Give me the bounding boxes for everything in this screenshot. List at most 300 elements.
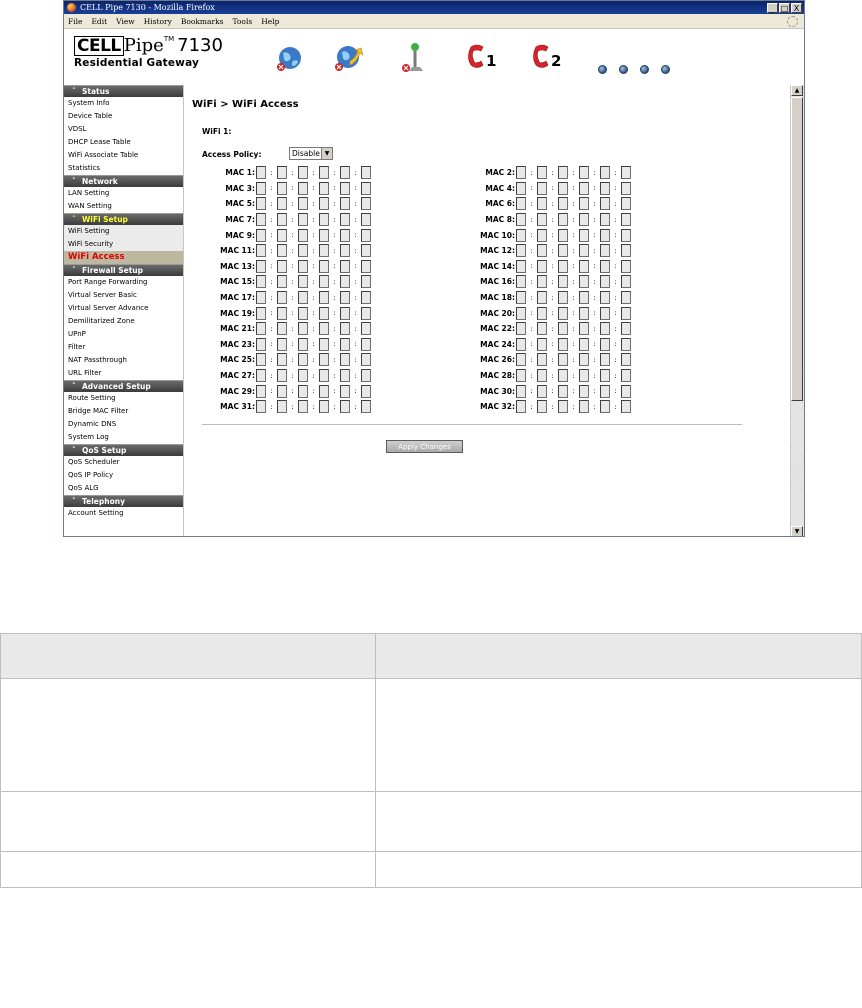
mac-octet-input[interactable] (277, 322, 287, 335)
window-title: CELL Pipe 7130 - Mozilla Firefox (80, 3, 215, 12)
mac-colon: : (333, 277, 336, 286)
mac-colon: : (270, 340, 273, 349)
mac-octet-input[interactable] (319, 213, 329, 226)
mac-octet-input[interactable] (516, 385, 526, 398)
sidebar-item-qos-alg[interactable]: QoS ALG (68, 484, 99, 492)
mac-octet-input[interactable] (516, 353, 526, 366)
mac-octet-input[interactable] (516, 213, 526, 226)
sidebar-item-upnp[interactable]: UPnP (68, 330, 86, 338)
mac-colon: : (291, 355, 294, 364)
section-wifi-setup[interactable]: ˄ WiFi Setup (64, 213, 183, 225)
mac-octet-input[interactable] (537, 166, 547, 179)
mac-octet-input[interactable] (298, 400, 308, 413)
mac-octet-input[interactable] (298, 275, 308, 288)
sidebar-item-virtual-server-advance[interactable]: Virtual Server Advance (68, 304, 149, 312)
mac-octet-input[interactable] (277, 338, 287, 351)
sidebar-item-account-setting[interactable]: Account Setting (68, 509, 124, 517)
mac-colon: : (354, 340, 357, 349)
sidebar-item-bridge-mac-filter[interactable]: Bridge MAC Filter (68, 407, 129, 415)
mac-octet-input[interactable] (516, 182, 526, 195)
mac-octet-input[interactable] (558, 275, 568, 288)
mac-octet-input[interactable] (256, 260, 266, 273)
mac-octet-input[interactable] (319, 322, 329, 335)
mac-octet-input[interactable] (256, 291, 266, 304)
sidebar-item-vdsl[interactable]: VDSL (68, 125, 87, 133)
mac-octet-input[interactable] (340, 338, 350, 351)
chevron-up-icon: ˄ (72, 497, 76, 505)
mac-octet-input[interactable] (516, 166, 526, 179)
mac-octet-input[interactable] (558, 197, 568, 210)
phone-line-2-icon (532, 43, 552, 69)
close-button[interactable]: X (791, 3, 802, 13)
mac-colon: : (291, 262, 294, 271)
mac-octet-input[interactable] (621, 275, 631, 288)
mac-label: MAC 24: (480, 339, 515, 349)
mac-octet-input[interactable] (558, 244, 568, 257)
mac-octet-input[interactable] (298, 338, 308, 351)
mac-octet-input[interactable] (277, 291, 287, 304)
mac-octet-input[interactable] (277, 229, 287, 242)
mac-octet-input[interactable] (319, 385, 329, 398)
sidebar-item-route-setting[interactable]: Route Setting (68, 394, 116, 402)
mac-octet-input[interactable] (277, 182, 287, 195)
mac-octet-input[interactable] (516, 338, 526, 351)
mac-octet-input[interactable] (340, 291, 350, 304)
mac-colon: : (270, 262, 273, 271)
sidebar-item-device-table[interactable]: Device Table (68, 112, 113, 120)
mac-octet-input[interactable] (277, 400, 287, 413)
mac-octet-input[interactable] (361, 229, 371, 242)
mac-octet-input[interactable] (600, 307, 610, 320)
mac-octet-input[interactable] (361, 322, 371, 335)
mac-colon: : (572, 293, 575, 302)
mac-octet-input[interactable] (516, 322, 526, 335)
mac-octet-input[interactable] (537, 291, 547, 304)
mac-octet-input[interactable] (600, 338, 610, 351)
mac-octet-input[interactable] (319, 197, 329, 210)
mac-octet-input[interactable] (621, 400, 631, 413)
mac-octet-input[interactable] (537, 197, 547, 210)
mac-octet-input[interactable] (319, 166, 329, 179)
menu-edit[interactable]: Edit (91, 16, 108, 26)
mac-octet-input[interactable] (621, 369, 631, 382)
sidebar-item-demilitarized-zone[interactable]: Demilitarized Zone (68, 317, 135, 325)
mac-octet-input[interactable] (558, 400, 568, 413)
mac-octet-input[interactable] (319, 275, 329, 288)
mac-colon: : (593, 199, 596, 208)
sidebar-item-virtual-server-basic[interactable]: Virtual Server Basic (68, 291, 137, 299)
mac-octet-input[interactable] (298, 307, 308, 320)
mac-octet-input[interactable] (256, 338, 266, 351)
mac-octet-input[interactable] (319, 244, 329, 257)
mac-octet-input[interactable] (579, 338, 589, 351)
mac-octet-input[interactable] (537, 260, 547, 273)
mac-colon: : (551, 402, 554, 411)
table-cell (1, 792, 376, 852)
menu-bookmarks[interactable]: Bookmarks (180, 16, 224, 26)
mac-octet-input[interactable] (319, 307, 329, 320)
mac-octet-input[interactable] (579, 229, 589, 242)
mac-octet-input[interactable] (600, 322, 610, 335)
menu-view[interactable]: View (116, 16, 135, 26)
access-policy-select[interactable] (289, 147, 333, 160)
sidebar-item-wan-setting[interactable]: WAN Setting (68, 202, 112, 210)
mac-octet-input[interactable] (277, 213, 287, 226)
mac-octet-input[interactable] (340, 260, 350, 273)
mac-octet-input[interactable] (361, 260, 371, 273)
mac-octet-input[interactable] (516, 260, 526, 273)
mac-octet-input[interactable] (340, 353, 350, 366)
mac-octet-input[interactable] (516, 400, 526, 413)
mac-octet-input[interactable] (361, 353, 371, 366)
mac-octet-input[interactable] (537, 385, 547, 398)
mac-octet-input[interactable] (298, 322, 308, 335)
vertical-scrollbar[interactable] (790, 85, 804, 537)
section-status[interactable]: ˄ Status (64, 85, 183, 97)
menu-file[interactable]: File (68, 16, 83, 26)
mac-colon: : (333, 324, 336, 333)
sidebar-item-port-range-forwarding[interactable]: Port Range Forwarding (68, 278, 148, 286)
menu-tools[interactable]: Tools (232, 16, 253, 26)
mac-octet-input[interactable] (516, 229, 526, 242)
mac-octet-input[interactable] (537, 307, 547, 320)
mac-octet-input[interactable] (600, 353, 610, 366)
mac-row (216, 305, 371, 321)
menu-help[interactable]: Help (261, 16, 280, 26)
mac-octet-input[interactable] (256, 353, 266, 366)
scroll-up-button[interactable]: ▲ (791, 85, 803, 96)
mac-octet-input[interactable] (621, 307, 631, 320)
mac-octet-input[interactable] (298, 166, 308, 179)
mac-octet-input[interactable] (277, 385, 287, 398)
mac-octet-input[interactable] (600, 166, 610, 179)
main-content (184, 85, 790, 537)
table-cell (1, 679, 376, 792)
device-header (64, 29, 804, 87)
mac-octet-input[interactable] (537, 369, 547, 382)
mac-octet-input[interactable] (600, 385, 610, 398)
mac-octet-input[interactable] (277, 353, 287, 366)
mac-row (476, 243, 631, 259)
mac-colon: : (312, 168, 315, 177)
mac-octet-input[interactable] (621, 291, 631, 304)
mac-octet-input[interactable] (579, 213, 589, 226)
apply-changes-button[interactable]: Apply Changes (386, 440, 463, 453)
mac-octet-input[interactable] (319, 400, 329, 413)
mac-octet-input[interactable] (621, 385, 631, 398)
scroll-down-button[interactable]: ▼ (791, 526, 803, 537)
mac-octet-input[interactable] (600, 400, 610, 413)
mac-label: MAC 4: (485, 183, 515, 193)
mac-colon: : (614, 246, 617, 255)
mac-octet-input[interactable] (256, 213, 266, 226)
mac-octet-input[interactable] (256, 400, 266, 413)
mac-octet-input[interactable] (277, 275, 287, 288)
sidebar-item-url-filter[interactable]: URL Filter (68, 369, 102, 377)
mac-octet-input[interactable] (340, 369, 350, 382)
mac-octet-input[interactable] (319, 260, 329, 273)
scroll-thumb[interactable] (791, 97, 803, 401)
mac-octet-input[interactable] (621, 260, 631, 273)
mac-octet-input[interactable] (361, 385, 371, 398)
mac-octet-input[interactable] (600, 369, 610, 382)
mac-octet-input[interactable] (558, 369, 568, 382)
mac-octet-input[interactable] (579, 291, 589, 304)
mac-colon: : (593, 387, 596, 396)
mac-octet-input[interactable] (319, 291, 329, 304)
mac-octet-input[interactable] (256, 166, 266, 179)
mac-octet-input[interactable] (558, 322, 568, 335)
mac-octet-input[interactable] (361, 213, 371, 226)
sidebar-item-system-info[interactable]: System Info (68, 99, 110, 107)
mac-octet-input[interactable] (256, 244, 266, 257)
mac-octet-input[interactable] (579, 307, 589, 320)
mac-octet-input[interactable] (537, 400, 547, 413)
mac-octet-input[interactable] (298, 260, 308, 273)
mac-octet-input[interactable] (340, 275, 350, 288)
mac-octet-input[interactable] (340, 322, 350, 335)
mac-colon: : (551, 246, 554, 255)
mac-octet-input[interactable] (256, 275, 266, 288)
maximize-button[interactable]: □ (780, 3, 789, 13)
mac-octet-input[interactable] (361, 307, 371, 320)
mac-octet-input[interactable] (277, 166, 287, 179)
mac-octet-input[interactable] (298, 197, 308, 210)
mac-octet-input[interactable] (600, 182, 610, 195)
mac-colon: : (572, 184, 575, 193)
sidebar-item-lan-setting[interactable]: LAN Setting (68, 189, 110, 197)
mac-octet-input[interactable] (516, 369, 526, 382)
mac-row (216, 352, 371, 368)
mac-octet-input[interactable] (340, 182, 350, 195)
mac-octet-input[interactable] (579, 353, 589, 366)
mac-octet-input[interactable] (579, 385, 589, 398)
section-network[interactable]: ˄ Network (64, 175, 183, 187)
mac-octet-input[interactable] (340, 213, 350, 226)
mac-octet-input[interactable] (298, 213, 308, 226)
mac-colon: : (354, 324, 357, 333)
mac-octet-input[interactable] (256, 385, 266, 398)
sidebar-item-nat-passthrough[interactable]: NAT Passthrough (68, 356, 127, 364)
table-header-cell (376, 634, 862, 679)
mac-octet-input[interactable] (516, 275, 526, 288)
mac-octet-input[interactable] (537, 244, 547, 257)
mac-octet-input[interactable] (340, 385, 350, 398)
mac-colon: : (530, 231, 533, 240)
sidebar-item-qos-ip-policy[interactable]: QoS IP Policy (68, 471, 114, 479)
section-advanced-setup[interactable]: ˄ Advanced Setup (64, 380, 183, 392)
mac-octet-input[interactable] (256, 229, 266, 242)
mac-colon: : (614, 199, 617, 208)
mac-octet-input[interactable] (558, 291, 568, 304)
mac-colon: : (530, 277, 533, 286)
mac-octet-input[interactable] (298, 291, 308, 304)
mac-octet-input[interactable] (537, 213, 547, 226)
mac-octet-input[interactable] (361, 166, 371, 179)
sidebar-item-statistics[interactable]: Statistics (68, 164, 100, 172)
mac-octet-input[interactable] (516, 307, 526, 320)
mac-octet-input[interactable] (600, 275, 610, 288)
mac-octet-input[interactable] (579, 275, 589, 288)
mac-colon: : (614, 184, 617, 193)
mac-octet-input[interactable] (361, 400, 371, 413)
mac-colon: : (291, 402, 294, 411)
mac-colon: : (551, 262, 554, 271)
mac-octet-input[interactable] (256, 322, 266, 335)
section-telephony[interactable]: ˄ Telephony (64, 495, 183, 507)
sidebar-item-dhcp-lease-table[interactable]: DHCP Lease Table (68, 138, 131, 146)
menu-history[interactable]: History (143, 16, 172, 26)
mac-octet-input[interactable] (558, 338, 568, 351)
mac-octet-input[interactable] (621, 229, 631, 242)
mac-octet-input[interactable] (298, 369, 308, 382)
mac-octet-input[interactable] (319, 229, 329, 242)
mac-row (476, 212, 631, 228)
mac-octet-input[interactable] (621, 182, 631, 195)
sidebar-item-filter[interactable]: Filter (68, 343, 86, 351)
mac-octet-input[interactable] (621, 338, 631, 351)
mac-octet-input[interactable] (537, 182, 547, 195)
mac-colon: : (614, 215, 617, 224)
mac-octet-input[interactable] (600, 197, 610, 210)
sidebar-item-wifi-associate-table[interactable]: WiFi Associate Table (68, 151, 139, 159)
mac-octet-input[interactable] (298, 385, 308, 398)
sidebar-item-system-log[interactable]: System Log (68, 433, 109, 441)
wifi-label: WiFi 1: (202, 127, 232, 136)
mac-octet-input[interactable] (298, 182, 308, 195)
mac-octet-input[interactable] (621, 213, 631, 226)
mac-octet-input[interactable] (558, 260, 568, 273)
mac-octet-input[interactable] (361, 369, 371, 382)
mac-octet-input[interactable] (579, 260, 589, 273)
sidebar-item-wifi-security[interactable]: WiFi Security (68, 240, 114, 248)
sidebar-item-qos-scheduler[interactable]: QoS Scheduler (68, 458, 120, 466)
minimize-button[interactable]: _ (767, 3, 778, 13)
mac-octet-input[interactable] (537, 353, 547, 366)
mac-octet-input[interactable] (277, 197, 287, 210)
mac-octet-input[interactable] (277, 369, 287, 382)
mac-octet-input[interactable] (600, 213, 610, 226)
mac-octet-input[interactable] (298, 244, 308, 257)
divider (202, 424, 742, 426)
mac-octet-input[interactable] (277, 260, 287, 273)
mac-octet-input[interactable] (298, 353, 308, 366)
mac-octet-input[interactable] (621, 166, 631, 179)
chevron-up-icon: ˄ (72, 446, 76, 454)
sidebar-item-dynamic-dns[interactable]: Dynamic DNS (68, 420, 117, 428)
mac-octet-input[interactable] (319, 369, 329, 382)
mac-octet-input[interactable] (516, 291, 526, 304)
mac-octet-input[interactable] (361, 197, 371, 210)
mac-colon: : (614, 387, 617, 396)
mac-octet-input[interactable] (319, 182, 329, 195)
mac-colon: : (614, 340, 617, 349)
mac-octet-input[interactable] (277, 307, 287, 320)
mac-octet-input[interactable] (340, 197, 350, 210)
mac-label: MAC 31: (220, 402, 255, 412)
mac-octet-input[interactable] (600, 260, 610, 273)
sidebar-item-wifi-access[interactable]: WiFi Access (64, 251, 183, 264)
mac-octet-input[interactable] (600, 229, 610, 242)
mac-octet-input[interactable] (516, 244, 526, 257)
mac-row (216, 212, 371, 228)
mac-octet-input[interactable] (340, 166, 350, 179)
mac-colon: : (593, 402, 596, 411)
mac-octet-input[interactable] (256, 369, 266, 382)
mac-colon: : (551, 184, 554, 193)
mac-octet-input[interactable] (340, 244, 350, 257)
sidebar-item-wifi-setting[interactable]: WiFi Setting (68, 227, 110, 235)
mac-octet-input[interactable] (256, 197, 266, 210)
mac-octet-input[interactable] (340, 229, 350, 242)
mac-octet-input[interactable] (621, 197, 631, 210)
mac-octet-input[interactable] (537, 229, 547, 242)
mac-colon: : (572, 387, 575, 396)
mac-octet-input[interactable] (558, 307, 568, 320)
mac-octet-input[interactable] (361, 275, 371, 288)
mac-octet-input[interactable] (579, 166, 589, 179)
mac-colon: : (270, 402, 273, 411)
mac-octet-input[interactable] (558, 385, 568, 398)
mac-octet-input[interactable] (558, 182, 568, 195)
mac-octet-input[interactable] (558, 229, 568, 242)
mac-octet-input[interactable] (537, 322, 547, 335)
mac-colon: : (572, 215, 575, 224)
mac-octet-input[interactable] (621, 244, 631, 257)
mac-octet-input[interactable] (579, 197, 589, 210)
mac-octet-input[interactable] (361, 182, 371, 195)
mac-row (476, 259, 631, 275)
mac-octet-input[interactable] (558, 166, 568, 179)
mac-octet-input[interactable] (558, 353, 568, 366)
mac-octet-input[interactable] (579, 322, 589, 335)
mac-octet-input[interactable] (537, 338, 547, 351)
mac-octet-input[interactable] (256, 182, 266, 195)
mac-octet-input[interactable] (361, 291, 371, 304)
mac-octet-input[interactable] (537, 275, 547, 288)
mac-octet-input[interactable] (319, 338, 329, 351)
mac-octet-input[interactable] (361, 244, 371, 257)
mac-colon: : (551, 309, 554, 318)
mac-colon: : (530, 168, 533, 177)
mac-octet-input[interactable] (579, 400, 589, 413)
mac-octet-input[interactable] (579, 244, 589, 257)
mac-row (476, 305, 631, 321)
mac-colon: : (530, 324, 533, 333)
mac-colon: : (312, 355, 315, 364)
mac-octet-input[interactable] (319, 353, 329, 366)
mac-octet-input[interactable] (340, 307, 350, 320)
mac-colon: : (354, 309, 357, 318)
mac-octet-input[interactable] (579, 182, 589, 195)
mac-octet-input[interactable] (516, 197, 526, 210)
mac-label: MAC 19: (220, 308, 255, 318)
mac-octet-input[interactable] (600, 244, 610, 257)
mac-octet-input[interactable] (340, 400, 350, 413)
mac-octet-input[interactable] (621, 322, 631, 335)
section-firewall-setup[interactable]: ˄ Firewall Setup (64, 264, 183, 276)
mac-octet-input[interactable] (277, 244, 287, 257)
mac-octet-input[interactable] (621, 353, 631, 366)
mac-octet-input[interactable] (579, 369, 589, 382)
mac-octet-input[interactable] (361, 338, 371, 351)
section-qos-setup[interactable]: ˄ QoS Setup (64, 444, 183, 456)
mac-colon: : (354, 199, 357, 208)
mac-octet-input[interactable] (558, 213, 568, 226)
mac-octet-input[interactable] (256, 307, 266, 320)
mac-octet-input[interactable] (600, 291, 610, 304)
mac-octet-input[interactable] (298, 229, 308, 242)
